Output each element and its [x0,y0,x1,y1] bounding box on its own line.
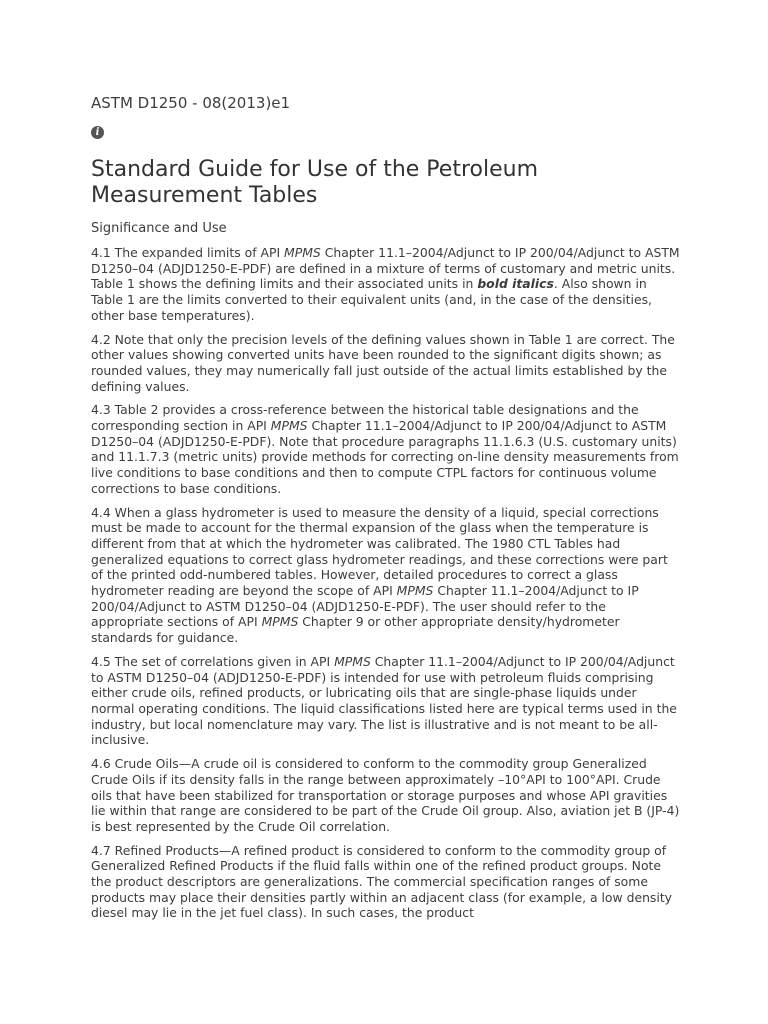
paragraph-text: Chapter 9 or other appropriate density/hydrometer standards for guidance. [91,614,620,646]
emphasis-mpms: MPMS [270,418,308,434]
paragraph-text: 4.2 Note that only the precision levels of the defining values shown in Table 1 are correct. The other values showing converted units have been rounded to the significant digits shown; as rounded values, they may numerically fall just outside of the actual limits established by the defining values. [91,331,675,394]
paragraph-4-3 [91,402,680,496]
emphasis-mpms: MPMS [284,245,321,260]
paragraph-text: 4.3 Table 2 provides a cross-reference between the historical table designations and the corresponding section in API [91,402,639,434]
emphasis-mpms: MPMS [396,583,434,599]
document-code: ASTM D1250 - 08(2013)e1 [91,94,291,112]
paragraph-text: Chapter 11.1–2004/Adjunct to IP 200/04/Adjunct to ASTM D1250–04 (ADJD1250-E-PDF). Note that procedure paragraphs 11.1.6.3 (U.S. customary units) and 11.1.7.3 (metric units) provide methods for correcting on-line density measurements from live conditions to base conditions and then to compute CTPL factors for continuous volume corrections to base conditions. [91,418,679,496]
paragraph-text: 4.4 When a glass hydrometer is used to measure the density of a liquid, special corrections must be made to account for the thermal expansion of the glass when the temperature is different from that at which the hydrometer was calibrated. The 1980 CTL Tables had generalized equations to correct glass hydrometer readings, and these corrections were part of the printed odd-numbered tables. However, detailed procedures to correct a glass hydrometer reading are beyond the scope of API [91,504,668,599]
paragraph-text: 4.7 Refined Products—A refined product is considered to conform to the commodity group of Generalized Refined Products if the fluid falls within one of the refined product groups. Note the product descriptors are generalizations. The commercial specification ranges of some products may place their densities partly within an adjacent class (for example, a low density diesel may lie in the jet fuel class). In such cases, the product [91,842,673,921]
emphasis-mpms: MPMS [261,614,299,630]
paragraph-text: Chapter 11.1–2004/Adjunct to IP 200/04/Adjunct to ASTM D1250–04 (ADJD1250-E-PDF) are defined in a mixture of terms of customary and metric units. Table 1 shows the defining limits and their associated units in [91,245,680,292]
paragraph-4-4 [91,505,680,646]
emphasis-mpms: MPMS [334,653,371,669]
paragraph-text: Chapter 11.1–2004/Adjunct to IP 200/04/Adjunct to ASTM D1250–04 (ADJD1250-E-PDF). The user should refer to the appropriate sections of API [91,583,639,630]
document-title: Standard Guide for Use of the Petroleum Measurement Tables [91,157,538,208]
paragraph-4-1 [91,245,680,324]
paragraph-text: 4.1 The expanded limits of API [91,245,285,260]
paragraph-4-7 [91,843,680,922]
paragraph-4-5 [91,654,680,748]
paragraph-4-2 [91,332,680,395]
emphasis-bold-italics: bold italics [477,276,554,292]
paragraph-text: 4.5 The set of correlations given in API [91,653,335,669]
info-icon[interactable]: i [91,126,104,139]
paragraph-text: 4.6 Crude Oils—A crude oil is considered to conform to the commodity group Generalized Crude Oils if its density falls in the range between approximately –10°API to 100°API. Crude oils that have been stabilized for transportation or storage purposes and whose API gravities lie within that range are considered to be part of the Crude Oil group. Also, aviation jet B (JP-4) is best represented by the Crude Oil correlation. [91,756,680,834]
paragraph-4-6 [91,756,680,835]
section-heading: Significance and Use [91,221,227,236]
paragraph-text: . Also shown in Table 1 are the limits converted to their equivalent units (and, in the case of the densities, other base temperatures). [91,276,652,323]
paragraph-text: Chapter 11.1–2004/Adjunct to IP 200/04/Adjunct to ASTM D1250–04 (ADJD1250-E-PDF) is intended for use with petroleum fluids comprising either crude oils, refined products, or lubricating oils that are single-phase liquids under normal operating conditions. The liquid classifications listed here are typical terms used in the industry, but local nomenclature may vary. The list is illustrative and is not meant to be all-inclusive. [91,653,677,748]
info-row [91,120,680,136]
